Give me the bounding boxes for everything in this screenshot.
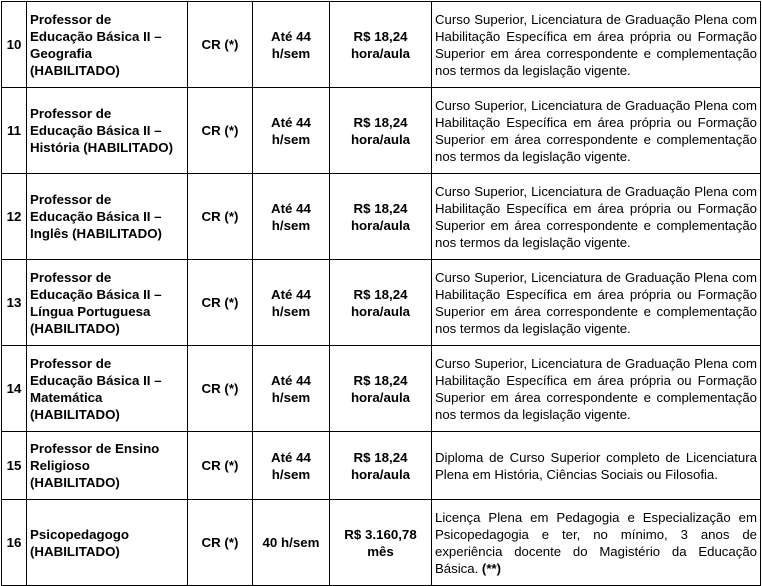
workload-cell: Até 44 h/sem — [253, 2, 330, 88]
position-title: Professor de Educação Básica II – Matemática (HABILITADO) — [27, 346, 188, 432]
table-row — [2, 2, 761, 88]
requirements-cell — [432, 260, 761, 346]
position-number: 15 — [2, 432, 27, 500]
position-number: 12 — [2, 174, 27, 260]
salary-cell: R$ 18,24 hora/aula — [330, 88, 432, 174]
salary-cell: R$ 18,24 hora/aula — [330, 2, 432, 88]
vacancies-cell: CR (*) — [188, 2, 253, 88]
vacancies-cell: CR (*) — [188, 260, 253, 346]
salary-cell: R$ 18,24 hora/aula — [330, 346, 432, 432]
requirements-text: Curso Superior, Licenciatura de Graduação Plena com Habilitação Específica em área própria ou Formação Superior em área correspondente e complementação nos termos da legislação vigente. — [435, 183, 757, 250]
positions-table-body — [2, 2, 761, 586]
position-title: Psicopedagogo (HABILITADO) — [27, 500, 188, 586]
workload-cell: Até 44 h/sem — [253, 88, 330, 174]
position-number: 13 — [2, 260, 27, 346]
salary-cell: R$ 3.160,78 mês — [330, 500, 432, 586]
table-row — [2, 174, 761, 260]
requirements-text: Curso Superior, Licenciatura de Graduação Plena com Habilitação Específica em área própria ou Formação Superior em área correspondente e complementação nos termos da legislação vigente. — [435, 97, 757, 164]
requirements-cell — [432, 346, 761, 432]
position-title: Professor de Educação Básica II – História (HABILITADO) — [27, 88, 188, 174]
table-row — [2, 432, 761, 500]
positions-table — [1, 1, 761, 586]
requirements-cell — [432, 88, 761, 174]
salary-cell: R$ 18,24 hora/aula — [330, 174, 432, 260]
workload-cell: Até 44 h/sem — [253, 432, 330, 500]
workload-cell: Até 44 h/sem — [253, 174, 330, 260]
position-number: 11 — [2, 88, 27, 174]
table-row — [2, 346, 761, 432]
requirements-text: Curso Superior, Licenciatura de Graduação Plena com Habilitação Específica em área própria ou Formação Superior em área correspondente e complementação nos termos da legislação vigente. — [435, 11, 757, 78]
position-title: Professor de Educação Básica II – Geografia (HABILITADO) — [27, 2, 188, 88]
requirements-note: (**) — [481, 560, 501, 576]
position-title: Professor de Educação Básica II – Inglês (HABILITADO) — [27, 174, 188, 260]
position-number: 10 — [2, 2, 27, 88]
requirements-cell — [432, 174, 761, 260]
vacancies-cell: CR (*) — [188, 174, 253, 260]
table-row — [2, 260, 761, 346]
workload-cell: 40 h/sem — [253, 500, 330, 586]
workload-cell: Até 44 h/sem — [253, 260, 330, 346]
requirements-text: Licença Plena em Pedagogia e Especialização em Psicopedagogia e ter, no mínimo, 3 anos de experiência docente do Magistério da Educação Básica. — [435, 509, 757, 576]
table-row — [2, 88, 761, 174]
requirements-text: Curso Superior, Licenciatura de Graduação Plena com Habilitação Específica em área própria ou Formação Superior em área correspondente e complementação nos termos da legislação vigente. — [435, 355, 757, 422]
position-title: Professor de Ensino Religioso (HABILITADO) — [27, 432, 188, 500]
salary-cell: R$ 18,24 hora/aula — [330, 260, 432, 346]
requirements-text: Curso Superior, Licenciatura de Graduação Plena com Habilitação Específica em área própria ou Formação Superior em área correspondente e complementação nos termos da legislação vigente. — [435, 269, 757, 336]
vacancies-cell: CR (*) — [188, 88, 253, 174]
salary-cell: R$ 18,24 hora/aula — [330, 432, 432, 500]
position-title: Professor de Educação Básica II – Língua Portuguesa (HABILITADO) — [27, 260, 188, 346]
requirements-cell — [432, 432, 761, 500]
table-row — [2, 500, 761, 586]
requirements-cell — [432, 2, 761, 88]
requirements-text: Diploma de Curso Superior completo de Licenciatura Plena em História, Ciências Sociais ou Filosofia. — [435, 449, 757, 482]
position-number: 16 — [2, 500, 27, 586]
requirements-cell — [432, 500, 761, 586]
vacancies-cell: CR (*) — [188, 432, 253, 500]
workload-cell: Até 44 h/sem — [253, 346, 330, 432]
position-number: 14 — [2, 346, 27, 432]
vacancies-cell: CR (*) — [188, 500, 253, 586]
vacancies-cell: CR (*) — [188, 346, 253, 432]
